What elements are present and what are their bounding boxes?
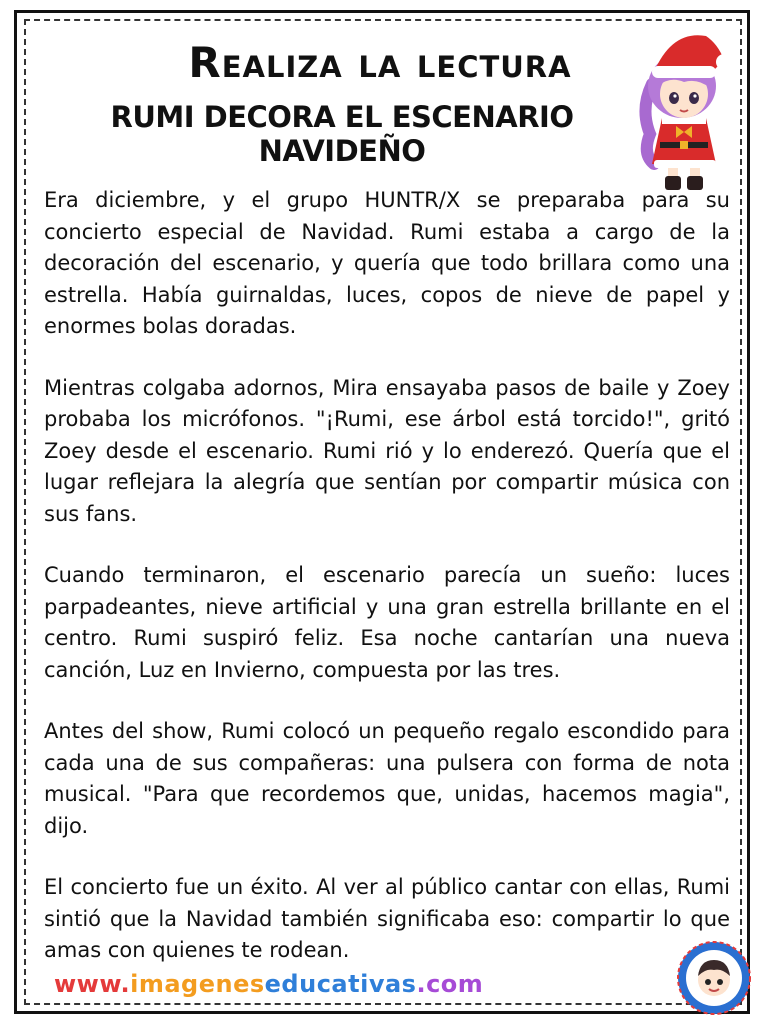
page-title: Realiza la lectura — [188, 38, 572, 87]
watermark-part-com: .com — [416, 970, 484, 998]
website-watermark — [54, 970, 483, 998]
paragraph-3: Cuando terminaron, el escenario parecía un sueño: luces parpadeantes, nieve artificial y una gran estrella brillante en el centro. Rumi suspiró feliz. Esa noche cantarían una nueva canción, Luz en Invierno, compuesta por las tres. — [44, 563, 730, 682]
watermark-part-imagenes: imagenes — [130, 970, 265, 998]
imageneseducativas-logo-icon — [676, 940, 752, 1016]
paragraph-2: Mientras colgaba adornos, Mira ensayaba pasos de baile y Zoey probaba los micrófonos. "¡Rumi, ese árbol está torcido!", gritó Zoey desde el escenario. Rumi rió y lo enderezó. Quería que el lugar reflejara la alegría que sentían por compartir música con sus fans. — [44, 375, 730, 526]
watermark-part-www: www. — [54, 970, 131, 998]
reading-text — [44, 185, 730, 997]
watermark-part-educativas: educativas — [264, 970, 417, 998]
santa-girl-character-icon — [632, 14, 736, 194]
paragraph-4: Antes del show, Rumi colocó un pequeño regalo escondido para cada una de sus compañeras: una pulsera con forma de nota musical. "Para que recordemos que, unidas, hacemos magia", dijo. — [44, 719, 730, 838]
paragraph-1: Era diciembre, y el grupo HUNTR/X se preparaba para su concierto especial de Navidad. Rumi estaba a cargo de la decoración del escenario, y quería que todo brillara como una estrella. Había guirnaldas, luces, copos de nieve de papel y enormes bolas doradas. — [44, 188, 730, 338]
reading-title: RUMI DECORA EL ESCENARIO NAVIDEÑO — [110, 100, 574, 168]
paragraph-5: El concierto fue un éxito. Al ver al público cantar con ellas, Rumi sintió que la Navidad también significaba eso: compartir lo que amas con quienes te rodean. — [44, 875, 730, 962]
